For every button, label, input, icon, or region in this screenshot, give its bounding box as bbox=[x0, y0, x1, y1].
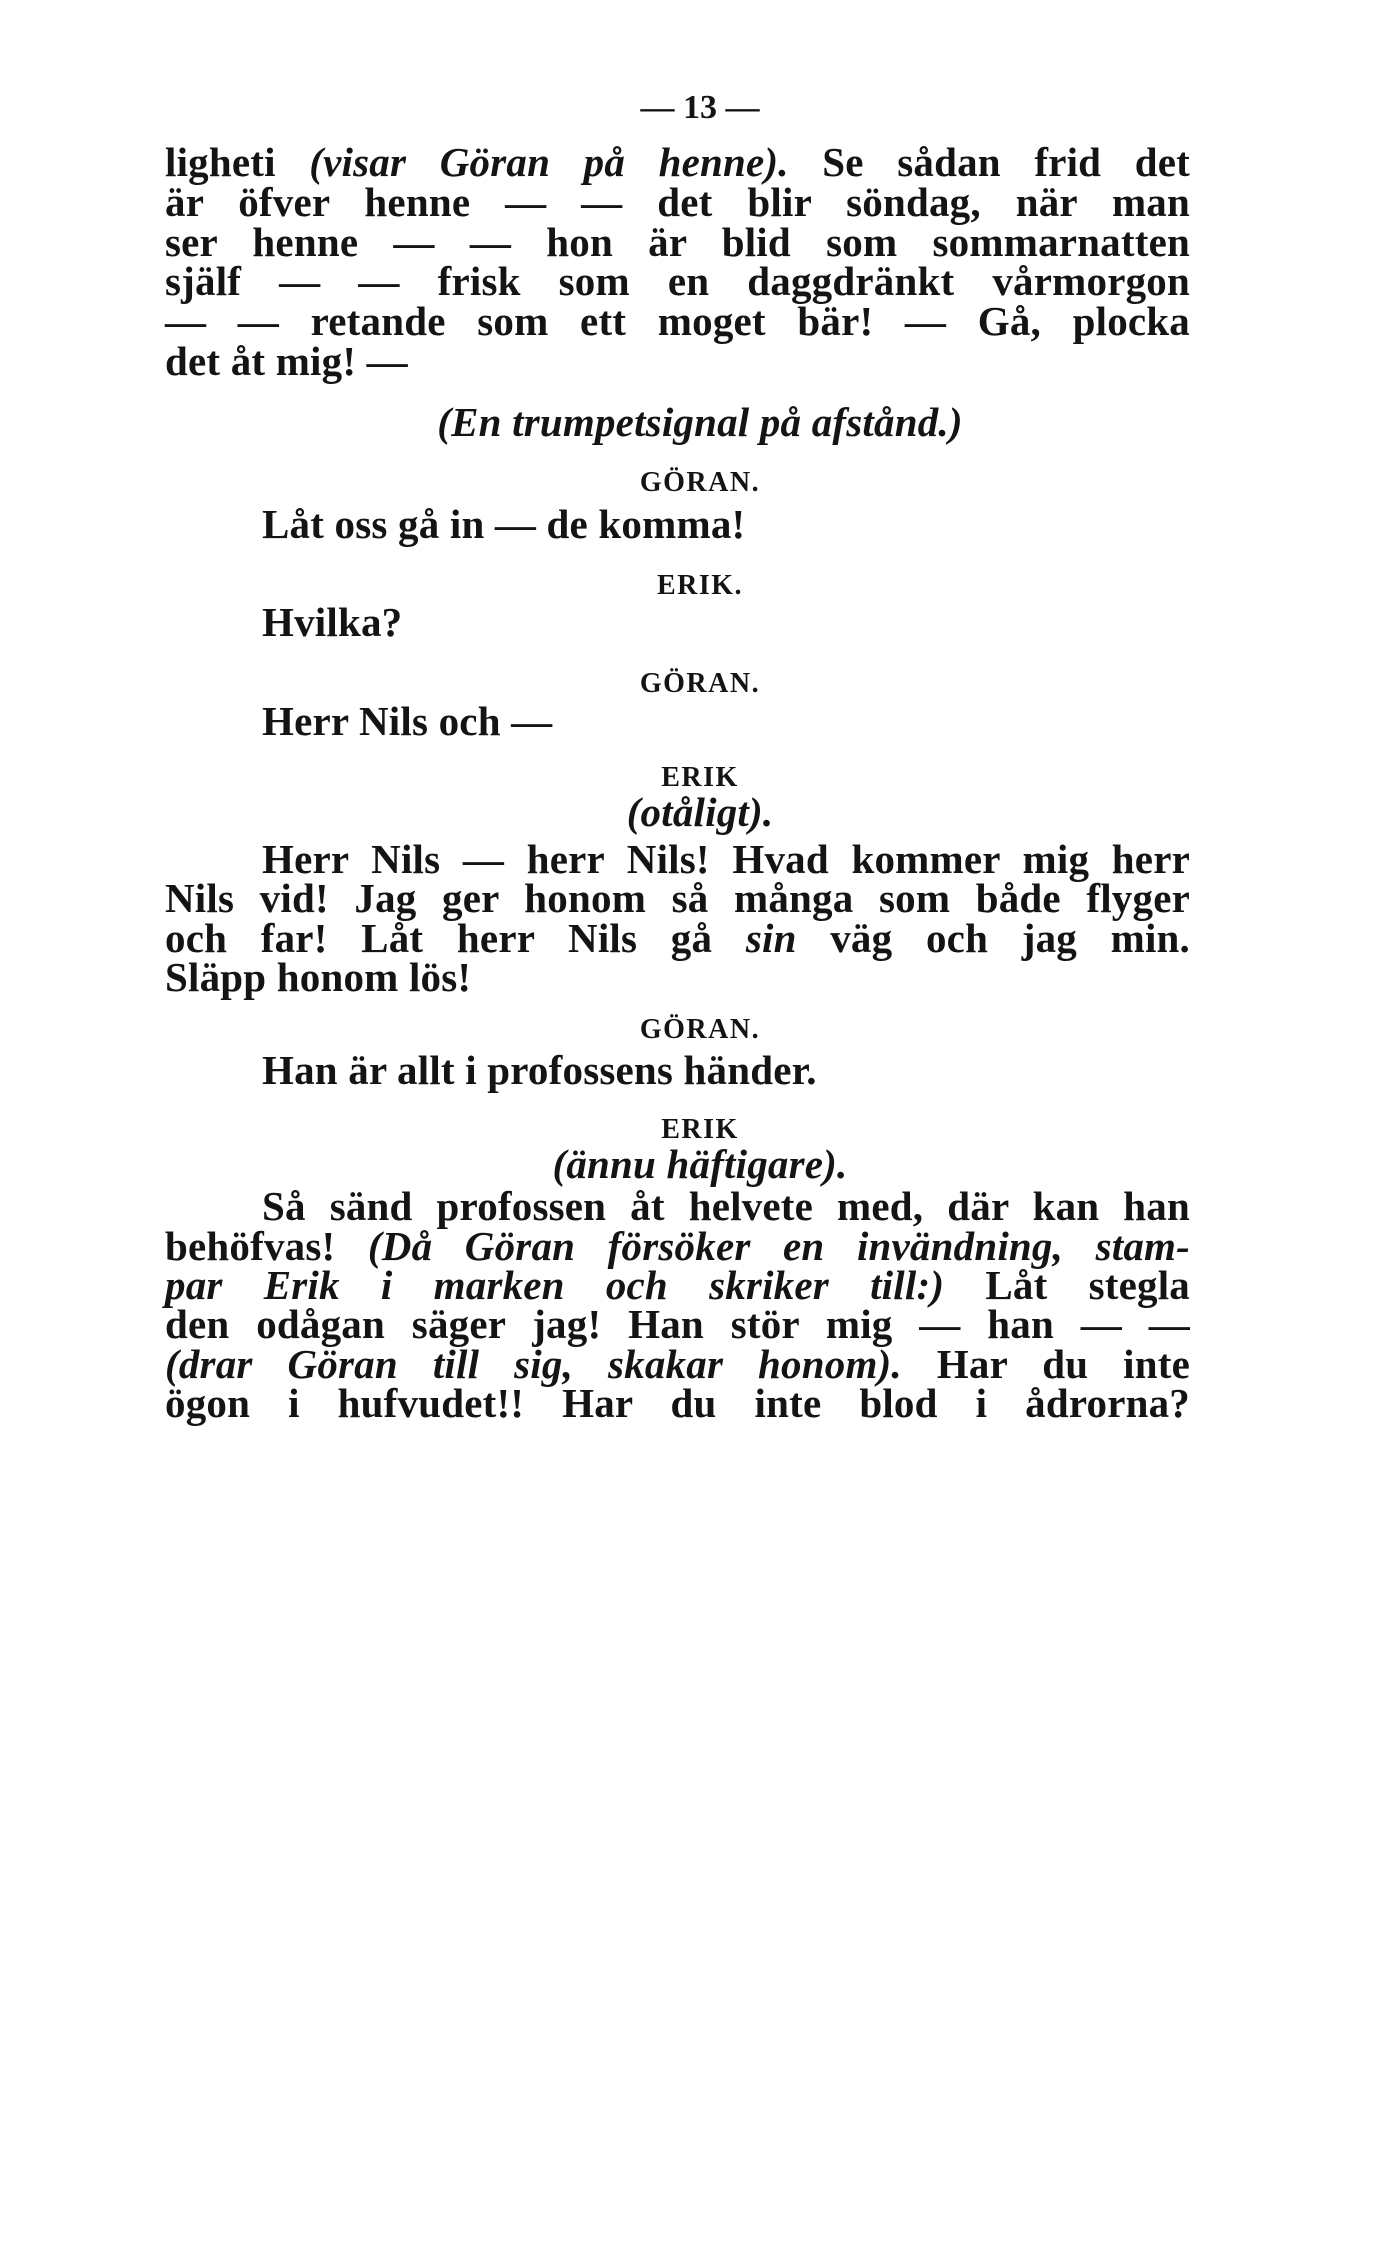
speaker-goran: GÖRAN. bbox=[639, 668, 761, 699]
text-line-5: — — retande som ett moget bär! — Gå, plocka bbox=[165, 298, 1190, 344]
text-line-2: är öfver henne — — det blir söndag, när man bbox=[165, 179, 1190, 225]
speaker-direction: (ännu häftigare). bbox=[552, 1141, 848, 1187]
speech-line: behöfvas! (Då Göran försöker en invändning, stam- bbox=[165, 1223, 1190, 1269]
text-line-6: det åt mig! — bbox=[165, 338, 408, 384]
speech-line: Nils vid! Jag ger honom så många som både flyger bbox=[165, 875, 1190, 921]
speech-line: par Erik i marken och skriker till:) Låt stegla bbox=[165, 1262, 1191, 1308]
speech-line: och far! Låt herr Nils gå sin väg och jag min. bbox=[165, 915, 1190, 961]
speaker-goran: GÖRAN. bbox=[639, 1014, 761, 1045]
stage-direction: (En trumpetsignal på afstånd.) bbox=[437, 399, 963, 445]
speech-line: Herr Nils och — bbox=[262, 698, 553, 744]
text-line-4: själf — — frisk som en daggdränkt vårmorgon bbox=[165, 258, 1190, 304]
speech-line: Herr Nils — herr Nils! Hvad kommer mig herr bbox=[262, 836, 1190, 882]
speaker-erik: ERIK bbox=[661, 1114, 739, 1145]
speech-line: ögon i hufvudet!! Har du inte blod i ådrorna? bbox=[165, 1380, 1190, 1426]
speech-line: den odågan säger jag! Han stör mig — han — — bbox=[165, 1301, 1190, 1347]
speech-line: Hvilka? bbox=[262, 599, 403, 645]
text-line-1: ligheti (visar Göran på henne). Se sådan frid det bbox=[165, 139, 1190, 185]
speech-line: (drar Göran till sig, skakar honom). Har du inte bbox=[165, 1341, 1190, 1387]
speech-line: Han är allt i profossens händer. bbox=[262, 1047, 817, 1093]
speaker-erik: ERIK bbox=[661, 762, 739, 793]
speaker-goran: GÖRAN. bbox=[639, 467, 761, 498]
speech-line: Låt oss gå in — de komma! bbox=[262, 501, 746, 547]
text-line-3: ser henne — — hon är blid som sommarnatten bbox=[165, 219, 1190, 265]
page-number: — 13 — bbox=[640, 89, 760, 126]
speaker-direction: (otåligt). bbox=[626, 789, 774, 835]
speaker-erik: ERIK. bbox=[656, 570, 744, 601]
speech-line: Släpp honom lös! bbox=[165, 954, 472, 1000]
speech-line: Så sänd profossen åt helvete med, där kan han bbox=[262, 1183, 1190, 1229]
